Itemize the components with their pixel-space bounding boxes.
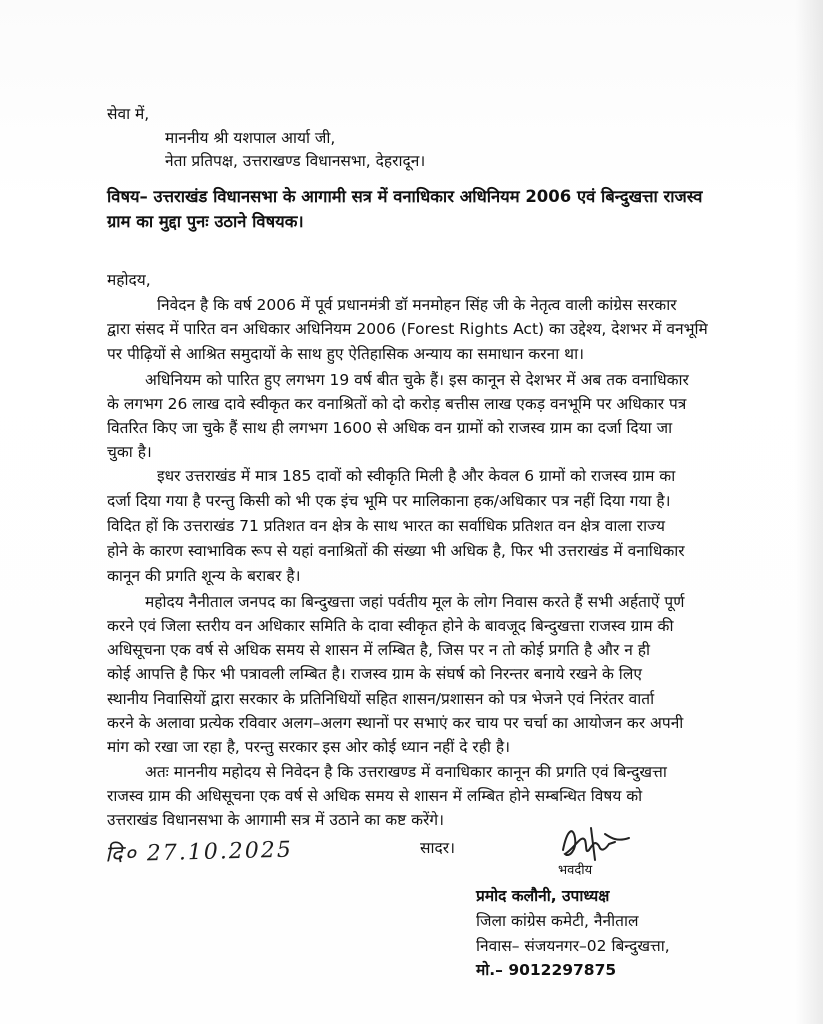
paragraph-3-line-2: दर्जा दिया गया है परन्तु किसी को भी एक इंच भूमि पर मालिकाना हक/अधिकार पत्र नहीं दिया गया है। [107,492,671,510]
paragraph-4-line-4: कोई आपत्ति है फिर भी पत्रावली लम्बित है। राजस्व ग्राम के संघर्ष को निरन्तर बनाये रखने के लिए [107,665,642,683]
paragraph-3-line-5: कानून की प्रगति शून्य के बराबर है। [107,567,301,585]
paragraph-4-line-3: अधिसूचना एक वर्ष से अधिक समय से शासन में लम्बित है, जिस पर न तो कोई प्रगति है और न ही [107,641,651,659]
paragraph-2-line-1: अधिनियम को पारित हुए लगभग 19 वर्ष बीत चुके हैं। इस कानून से देशभर में अब तक वनाधिकार [145,371,689,389]
sender-name: प्रमोद कलौनी, उपाध्यक्ष [476,887,610,905]
page-edge-shadow [795,0,823,1024]
sender-address: निवास– संजयनगर–02 बिन्दुखत्ता, [476,937,670,955]
paragraph-5-line-2: राजस्व ग्राम की अधिसूचना एक वर्ष से अधिक समय से शासन में लम्बित होने सम्बन्धित विषय को [107,787,643,805]
salutation-to: सेवा में, [107,105,150,123]
closing: सादर। [420,839,455,857]
sender-mobile: मो.– 9012297875 [476,961,617,979]
paragraph-4-line-5: स्थानीय निवासियों द्वारा सरकार के प्रतिनिधियों सहित शासन/प्रशासन को पत्र भेजने एवं निरंतर वार्ता [107,690,655,708]
paragraph-5-line-3: उत्तराखंड विधानसभा के आगामी सत्र में उठाने का कष्ट करेंगे। [107,811,444,829]
paragraph-1-line-1: निवेदन है कि वर्ष 2006 में पूर्व प्रधानमंत्री डॉ मनमोहन सिंह जी के नेतृत्व वाली कांग्रेस सरकार [157,296,677,314]
yours-faithfully: भवदीय [558,863,593,878]
paragraph-1-line-2: द्वारा संसद में पारित वन अधिकार अधिनियम 2006 (Forest Rights Act) का उद्देश्य, देशभर में वनभूमि [107,320,708,338]
paragraph-4-line-7: मांग को रखा जा रहा है, परन्तु सरकार इस ओर कोई ध्यान नहीं दे रही है। [107,738,510,756]
sender-organization: जिला कांग्रेस कमेटी, नैनीताल [476,912,639,930]
paragraph-5-line-1: अतः माननीय महोदय से निवेदन है कि उत्तराखण्ड में वनाधिकार कानून की प्रगति एवं बिन्दुखत्ता [145,763,667,781]
recipient-designation: नेता प्रतिपक्ष, उत्तराखण्ड विधानसभा, देहरादून। [165,152,426,170]
paragraph-2-line-4: चुका है। [107,443,152,461]
recipient-name: माननीय श्री यशपाल आर्या जी, [165,129,336,147]
paragraph-3-line-3: विदित हों कि उत्तराखंड 71 प्रतिशत वन क्षेत्र के साथ भारत का सर्वाधिक प्रतिशत वन क्षेत्र वाला राज्य [107,517,665,535]
paragraph-3-line-1: इधर उत्तराखंड में मात्र 185 दावों को स्वीकृति मिली है और केवल 6 ग्रामों को राजस्व ग्राम का [157,467,676,485]
paragraph-2-line-2: के लगभग 26 लाख दावे स्वीकृत कर वनाश्रितों को दो करोड़ बत्तीस लाख एकड़ वनभूमि पर अधिकार पत्र [107,395,687,413]
paragraph-2-line-3: वितरित किए जा चुके हैं साथ ही लगभग 1600 से अधिक वन ग्रामों को राजस्व ग्राम का दर्जा दिया जा [107,419,673,437]
subject-line-1: विषय– उत्तराखंड विधानसभा के आगामी सत्र में वनाधिकार अधिनियम 2006 एवं बिन्दुखत्ता राजस्व [107,187,703,206]
paragraph-3-line-4: होने के कारण स्वाभाविक रूप से यहां वनाश्रितों की संख्या भी अधिक है, फिर भी उत्तराखंड में वनाधिकार [107,542,685,560]
paragraph-4-line-1: महोदय नैनीताल जनपद का बिन्दुखत्ता जहां पर्वतीय मूल के लोग निवास करते हैं सभी अर्हताऐं पूर्ण [145,593,685,611]
subject-line-2: ग्राम का मुद्दा पुनः उठाने विषयक। [107,212,304,231]
paragraph-1-line-3: पर पीढ़ियों से आश्रित समुदायों के साथ हुए ऐतिहासिक अन्याय का समाधान करना था। [107,345,584,363]
greeting: महोदय, [107,271,151,289]
paragraph-4-line-6: करने के अलावा प्रत्येक रविवार अलग–अलग स्थानों पर सभाएं कर चाय पर चर्चा का आयोजन कर अपनी [107,714,684,732]
handwritten-date: दि० 27.10.2025 [104,837,294,868]
paragraph-4-line-2: करने एवं जिला स्तरीय वन अधिकार समिति के दावा स्वीकृत होने के बावजूद बिन्दुखत्ता राजस्व ग्राम की [107,617,674,635]
